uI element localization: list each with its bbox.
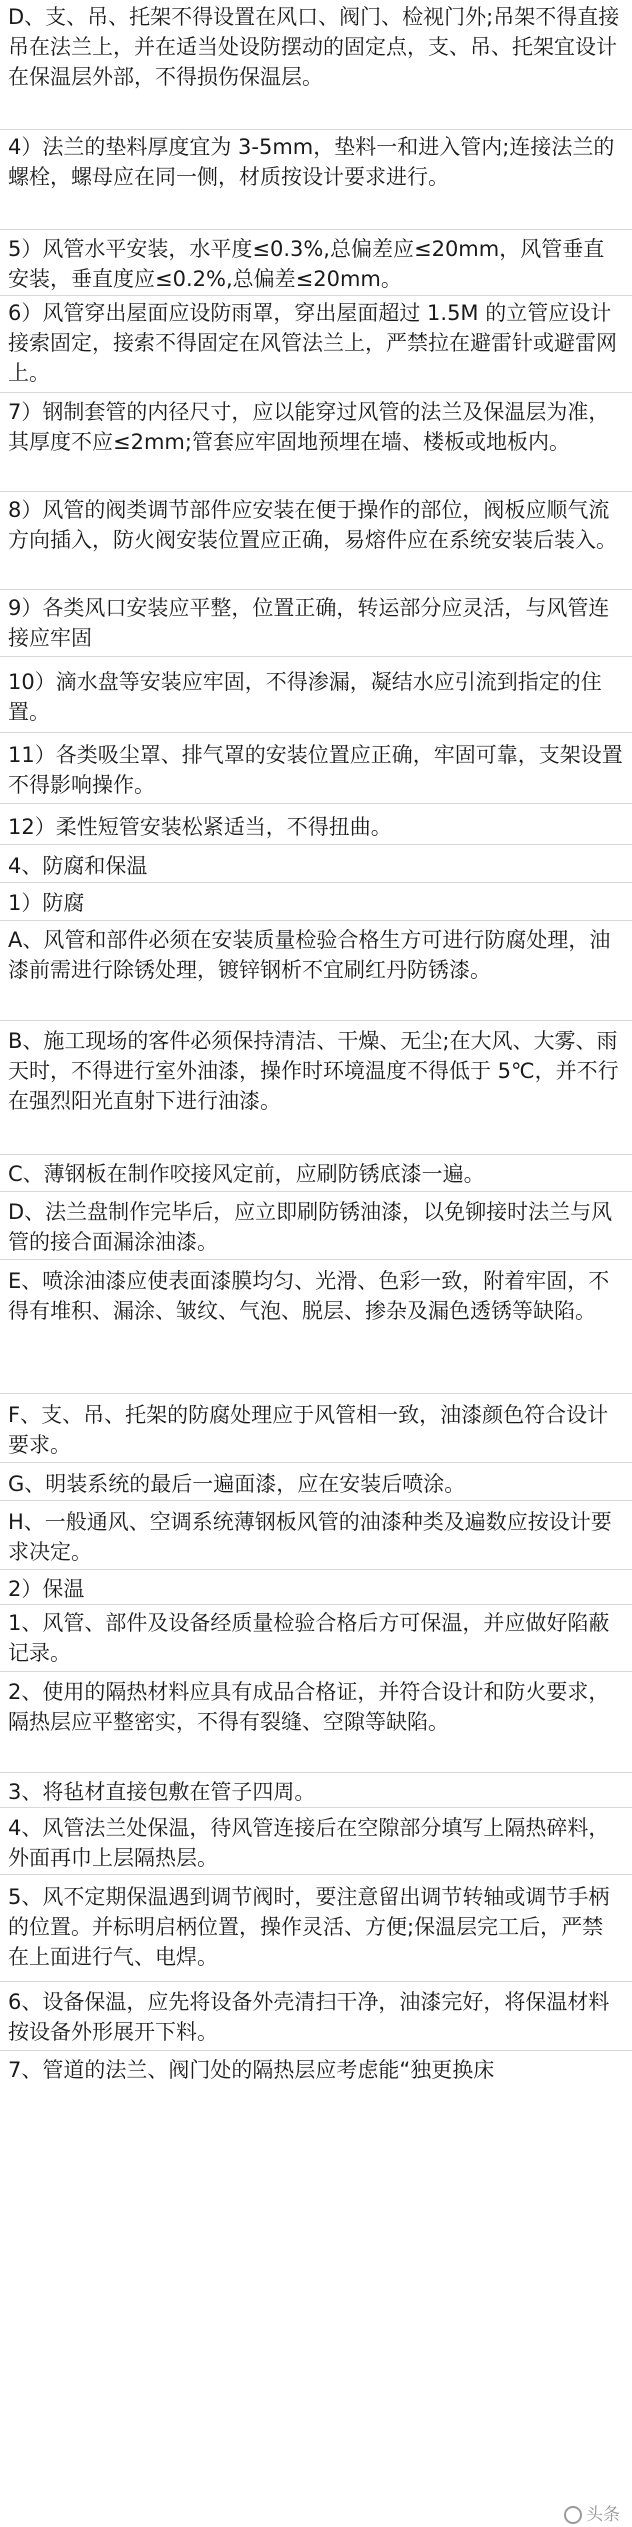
- divider: [0, 295, 632, 296]
- paragraph: 2）保温: [8, 1577, 85, 1601]
- divider: [0, 229, 632, 230]
- paragraph: 10）滴水盘等安装应牢固，不得渗漏，凝结水应引流到指定的住置。: [8, 670, 602, 724]
- paragraph: A、风管和部件必须在安装质量检验合格生方可进行防腐处理，油漆前需进行除锈处理，镀锌钢析不宜刷红丹防锈漆。: [8, 928, 611, 982]
- divider: [0, 1191, 632, 1192]
- divider: [0, 1604, 632, 1605]
- paragraph: 7）钢制套管的内径尺寸，应以能穿过风管的法兰及保温层为准，其厚度不应≤2mm;管套应牢固地预埋在墙、楼板或地板内。: [8, 400, 610, 454]
- divider: [0, 1981, 632, 1982]
- paragraph: 1、风管、部件及设备经质量检验合格后方可保温，并应做好陷蔽记录。: [8, 1611, 610, 1665]
- divider: [0, 1772, 632, 1773]
- paragraph: G、明装系统的最后一遍面漆，应在安装后喷涂。: [8, 1472, 466, 1496]
- paragraph: B、施工现场的客件必须保持清洁、干燥、无尘;在大风、大雾、雨天时，不得进行室外油漆，操作时环境温度不得低于 5℃，并不行在强烈阳光直射下进行油漆。: [8, 1029, 619, 1113]
- paragraph: F、支、吊、托架的防腐处理应于风管相一致，油漆颜色符合设计要求。: [8, 1403, 609, 1457]
- watermark-logo-icon: [564, 2506, 582, 2524]
- divider: [0, 1500, 632, 1501]
- divider: [0, 656, 632, 657]
- divider: [0, 1020, 632, 1021]
- divider: [0, 1259, 632, 1260]
- paragraph: 4、风管法兰处保温，待风管连接后在空隙部分填写上隔热碎料，外面再巾上层隔热层。: [8, 1816, 610, 1870]
- divider: [0, 844, 632, 845]
- paragraph: C、薄钢板在制作咬接风定前，应刷防锈底漆一遍。: [8, 1162, 485, 1186]
- divider: [0, 882, 632, 883]
- divider: [0, 392, 632, 393]
- paragraph: H、一般通风、空调系统薄钢板风管的油漆种类及遍数应按设计要求决定。: [8, 1510, 612, 1564]
- divider: [0, 803, 632, 804]
- paragraph: 4）法兰的垫料厚度宜为 3-5mm，垫料一和进入管内;连接法兰的螺栓，螺母应在同一侧，材质按设计要求进行。: [8, 135, 615, 189]
- divider: [0, 1154, 632, 1155]
- paragraph: 5、风不定期保温遇到调节阀时，要注意留出调节转轴或调节手柄的位置。并标明启柄位置，操作灵活、方便;保温层完工后，严禁在上面进行气、电焊。: [8, 1885, 610, 1969]
- divider: [0, 1462, 632, 1463]
- divider: [0, 1671, 632, 1672]
- paragraph: 5）风管水平安装，水平度≤0.3%,总偏差应≤20mm，风管垂直安装，垂直度应≤0.2%,总偏差≤20mm。: [8, 237, 605, 291]
- paragraph: D、支、吊、托架不得设置在风口、阀门、检视门外;吊架不得直接吊在法兰上，并在适当处设防摆动的固定点，支、吊、托架宜设计在保温层外部，不得损伤保温层。: [8, 5, 620, 89]
- divider: [0, 1807, 632, 1808]
- divider: [0, 920, 632, 921]
- paragraph: 7、管道的法兰、阀门处的隔热层应考虑能“独更换床: [8, 2058, 495, 2082]
- watermark-text: 头条: [586, 2505, 620, 2525]
- divider: [0, 732, 632, 733]
- paragraph: 9）各类风口安装应平整，位置正确，转运部分应灵活，与风管连接应牢固: [8, 596, 610, 650]
- paragraph: 4、防腐和保温: [8, 854, 148, 878]
- paragraph: 3、将毡材直接包敷在管子四周。: [8, 1780, 316, 1804]
- paragraph: D、法兰盘制作完毕后，应立即刷防锈油漆，以免铆接时法兰与风管的接合面漏涂油漆。: [8, 1200, 613, 1254]
- paragraph: 11）各类吸尘罩、排气罩的安装位置应正确，牢固可靠，支架设置不得影响操作。: [8, 743, 623, 797]
- paragraph: 6）风管穿出屋面应设防雨罩，穿出屋面超过 1.5M 的立管应设计接索固定，接索不得固定在风管法兰上，严禁拉在避雷针或避雷网上。: [8, 301, 617, 385]
- watermark: [560, 2503, 624, 2527]
- divider: [0, 1393, 632, 1394]
- divider: [0, 1569, 632, 1570]
- divider: [0, 129, 632, 130]
- paragraph: 1）防腐: [8, 891, 85, 915]
- paragraph: E、喷涂油漆应使表面漆膜均匀、光滑、色彩一致，附着牢固，不得有堆积、漏涂、皱纹、气泡、脱层、掺杂及漏色透锈等缺陷。: [8, 1269, 610, 1323]
- divider: [0, 1874, 632, 1875]
- divider: [0, 491, 632, 492]
- paragraph: 2、使用的隔热材料应具有成品合格证，并符合设计和防火要求，隔热层应平整密实，不得有裂缝、空隙等缺陷。: [8, 1680, 610, 1734]
- paragraph: 8）风管的阀类调节部件应安装在便于操作的部位，阀板应顺气流方向插入，防火阀安装位置应正确，易熔件应在系统安装后装入。: [8, 498, 617, 552]
- divider: [0, 2050, 632, 2051]
- paragraph: 6、设备保温，应先将设备外壳清扫干净，油漆完好，将保温材料按设备外形展开下料。: [8, 1990, 610, 2044]
- paragraph: 12）柔性短管安装松紧适当，不得扭曲。: [8, 815, 392, 839]
- divider: [0, 589, 632, 590]
